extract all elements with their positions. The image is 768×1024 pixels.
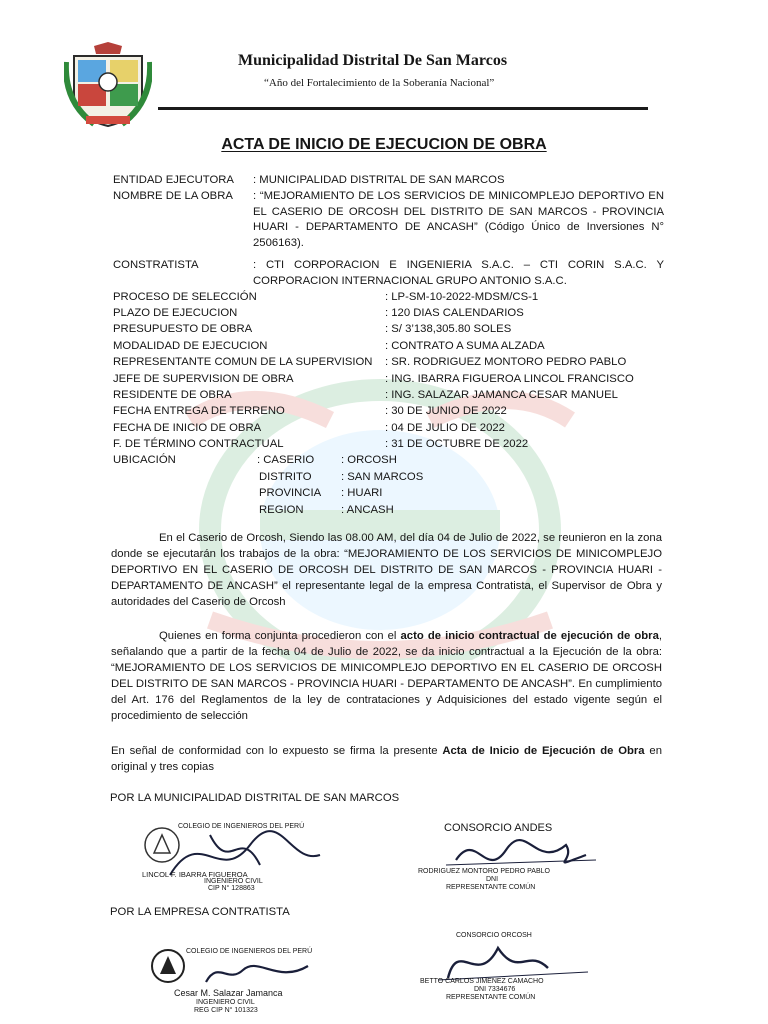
field-presupuesto: PRESUPUESTO DE OBRA : S/ 3’138,305.80 SOLES [113,323,512,336]
field-entidad: ENTIDAD EJECUTORA : MUNICIPALIDAD DISTRITAL DE SAN MARCOS [113,174,505,186]
signature-consorcio-andes: CONSORCIO ANDES RODRIGUEZ MONTORO PEDRO PABLO DNI REPRESENTANTE COMÚN [416,820,606,895]
document-title: ACTA DE INICIO DE EJECUCION DE OBRA [221,136,547,153]
field-ubicacion-caserio: UBICACIÓN : CASERIO : ORCOSH [113,454,397,467]
paragraph-conformidad: En señal de conformidad con lo expuesto se firma la presente Acta de Inicio de Ejecución de Obra en original y tres copias [111,745,662,773]
header-divider [158,107,648,110]
field-contratista: CONSTRATISTA : CTI CORPORACION E INGENIERIA S.A.C. – CTI CORIN S.A.C. Y CORPORACION INTERNACIONAL GRUPO ANTONIO S.A.C. [113,258,664,287]
field-residente: RESIDENTE DE OBRA : ING. SALAZAR JAMANCA CESAR MANUEL [113,388,618,401]
field-fecha-inicio: FECHA DE INICIO DE OBRA : 04 DE JULIO DE 2022 [113,421,505,434]
paragraph-inicio: Quienes en forma conjunta procedieron con el acto de inicio contractual de ejecución de obra, señalando que a partir de la fecha 04 de Julio de 2022, se da inicio contractual a la Ejecución de la obra: “MEJORAMIENTO DE LOS SERVICIOS DE MINICOMPLEJO DEPORTIVO EN EL CASERIO DE ORCOSH DEL DISTRITO DE SAN MARCOS - PROVINCIA HUARI - DEPARTAMENTO DE ANCASH”. En cumplimiento del Art. 176 del Reglamentos de la ley de contrataciones y Adquisiciones del estado vigente según el procedimiento de selección [111,630,662,722]
field-nombre-obra: NOMBRE DE LA OBRA : “MEJORAMIENTO DE LOS SERVICIOS DE MINICOMPLEJO DEPORTIVO EN EL CASERIO DE ORCOSH DEL DISTRITO DE SAN MARCOS - PROVINCIA HUARI - DEPARTAMENTO DE ANCASH” (Código Único de Inversiones N° 2506163). [113,189,664,250]
field-representante: REPRESENTANTE COMUN DE LA SUPERVISION : SR. RODRIGUEZ MONTORO PEDRO PABLO [113,356,627,369]
paragraph-reunion: En el Caserio de Orcosh, Siendo las 08.00 AM, del día 04 de Julio de 2022, se reunieron en la zona donde se ejecutarán los trabajos de la obra: “MEJORAMIENTO DE LOS SERVICIOS DE MINICOMPLEJO DEPORTIVO EN EL CASERIO DE ORCOSH DEL DISTRITO DE SAN MARCOS - PROVINCIA HUARI - DEPARTAMENTO DE ANCASH” el representante legal de la empresa Contratista, el Supervisor de Obra y autoridades del Caserio de Orcosh [111,532,662,608]
field-plazo: PLAZO DE EJECUCION : 120 DIAS CALENDARIOS [113,306,524,319]
field-ubicacion-region: REGION : ANCASH [259,503,394,516]
municipal-crest-icon [64,42,152,128]
field-fecha-termino: F. DE TÉRMINO CONTRACTUAL : 31 DE OCTUBRE DE 2022 [113,438,529,451]
field-proceso: PROCESO DE SELECCIÓN : LP-SM-10-2022-MDSM/CS-1 [113,290,539,303]
field-ubicacion-distrito: DISTRITO : SAN MARCOS [259,470,424,483]
municipality-motto: “Año del Fortalecimiento de la Soberanía Nacional” [264,77,495,89]
signature-consorcio-orcosh: CONSORCIO ORCOSH BETTO CARLOS JIMENEZ CAMACHO DNI 7334676 REPRESENTANTE COMÚN [418,928,608,1008]
section-municipalidad: POR LA MUNICIPALIDAD DISTRITAL DE SAN MARCOS [110,792,400,804]
field-modalidad: MODALIDAD DE EJECUCION : CONTRATO A SUMA ALZADA [113,339,545,352]
field-fecha-entrega: FECHA ENTREGA DE TERRENO : 30 DE JUNIO DE 2022 [113,405,507,418]
municipality-name: Municipalidad Distrital De San Marcos [238,52,508,69]
field-ubicacion-provincia: PROVINCIA : HUARI [259,487,383,500]
project-fields [113,173,664,519]
section-contratista: POR LA EMPRESA CONTRATISTA [110,906,290,918]
signature-residente: COLEGIO DE INGENIEROS DEL PERÚ Cesar M. Salazar Jamanca INGENIERO CIVIL REG CIP N° 101323 [148,944,348,1019]
field-jefe-supervision: JEFE DE SUPERVISION DE OBRA : ING. IBARRA FIGUEROA LINCOL FRANCISCO [113,372,634,385]
signature-supervisor: COLEGIO DE INGENIEROS DEL PERÚ LINCOL F. IBARRA FIGUEROA INGENIERO CIVIL CIP N° 128863 [140,815,340,895]
